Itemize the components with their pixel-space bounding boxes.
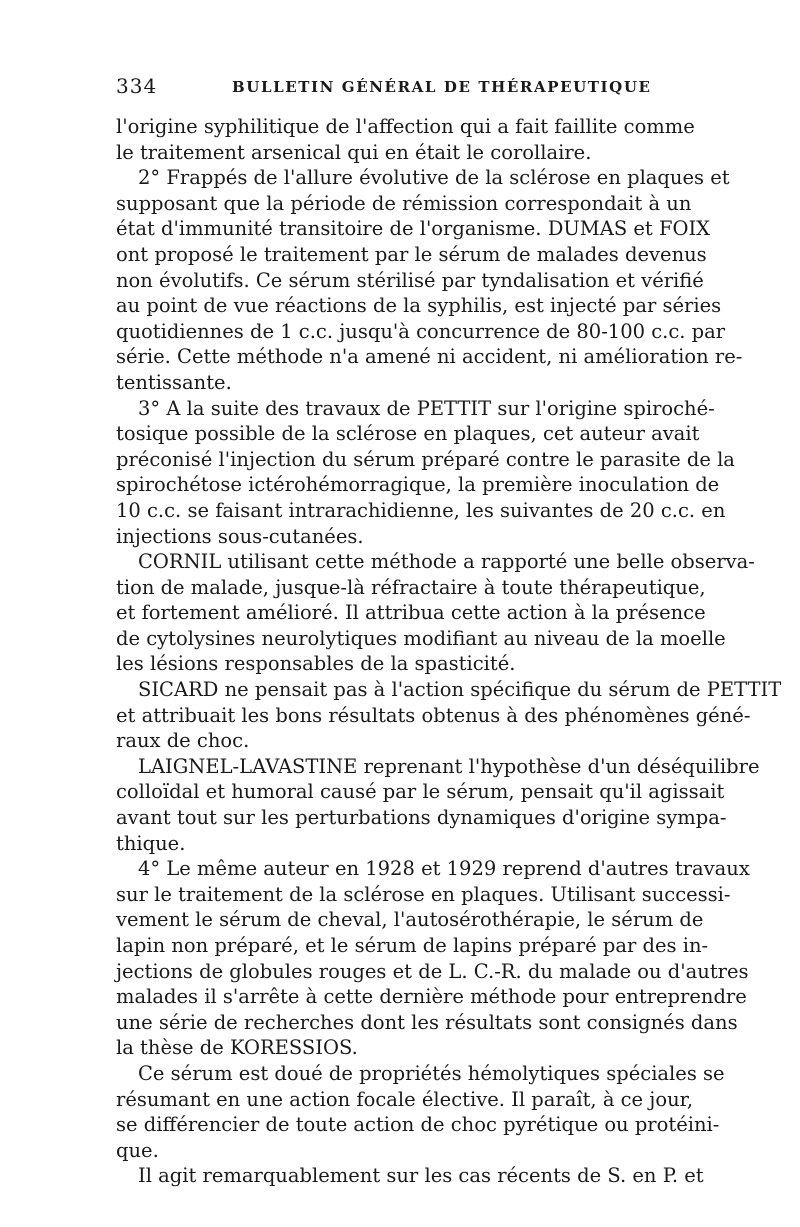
text-line: jections de globules rouges et de L. C.-R. du malade ou d'autres: [116, 959, 749, 983]
text-line: non évolutifs. Ce sérum stérilisé par tyndalisation et vérifié: [116, 268, 704, 292]
text-line: raux de choc.: [116, 729, 250, 753]
text-line: Il agit remarquablement sur les cas récents de S. en P. et: [138, 1164, 704, 1188]
text-line: vement le sérum de cheval, l'autosérothérapie, le sérum de: [116, 908, 704, 932]
text-line: et fortement amélioré. Il attribua cette action à la présence: [116, 601, 706, 625]
text-line: et attribuait les bons résultats obtenus à des phénomènes géné-: [116, 703, 751, 727]
text-line: 10 c.c. se faisant intrarachidienne, les suivantes de 20 c.c. en: [116, 498, 726, 522]
text-line: lapin non préparé, et le sérum de lapins préparé par des in-: [116, 934, 709, 957]
text-line: spirochétose ictérohémorragique, la première inoculation de: [116, 473, 720, 497]
text-line: LAIGNEL-LAVASTINE reprenant l'hypothèse d'un déséquilibre: [138, 754, 760, 778]
text-line: série. Cette méthode n'a amené ni accident, ni amélioration re-: [116, 345, 743, 369]
text-line: avant tout sur les perturbations dynamiques d'origine sympa-: [116, 806, 727, 830]
text-line: tion de malade, jusque-là réfractaire à toute thérapeutique,: [116, 575, 706, 599]
text-line: les lésions responsables de la spasticité.: [116, 652, 516, 676]
text-line: thique.: [116, 831, 186, 855]
text-line: CORNIL utilisant cette méthode a rapporté une belle observa-: [138, 550, 755, 574]
running-title: BULLETIN GÉNÉRAL DE THÉRAPEUTIQUE: [232, 78, 652, 96]
text-line: ont proposé le traitement par le sérum de malades devenus: [116, 242, 707, 266]
text-line: que.: [116, 1138, 159, 1162]
text-line: la thèse de KORESSIOS.: [116, 1036, 358, 1060]
text-line: 4° Le même auteur en 1928 et 1929 reprend d'autres travaux: [138, 857, 750, 881]
text-line: injections sous-cutanées.: [116, 524, 364, 548]
body-text: [116, 114, 782, 1189]
page-header: [116, 74, 686, 100]
text-line: état d'immunité transitoire de l'organisme. DUMAS et FOIX: [116, 217, 711, 241]
text-line: au point de vue réactions de la syphilis, est injecté par séries: [116, 294, 722, 318]
text-line: quotidiennes de 1 c.c. jusqu'à concurrence de 80-100 c.c. par: [116, 319, 726, 343]
text-line: le traitement arsenical qui en était le corollaire.: [116, 140, 592, 164]
text-line: tentissante.: [116, 370, 232, 394]
text-line: colloïdal et humoral causé par le sérum, pensait qu'il agissait: [116, 780, 725, 804]
text-line: 2° Frappés de l'allure évolutive de la sclérose en plaques et: [138, 166, 730, 190]
text-line: Ce sérum est doué de propriétés hémolytiques spéciales se: [138, 1061, 725, 1085]
text-line: une série de recherches dont les résultats sont consignés dans: [116, 1010, 738, 1034]
text-line: malades il s'arrête à cette dernière méthode pour entreprendre: [116, 985, 747, 1009]
text-line: tosique possible de la sclérose en plaques, cet auteur avait: [116, 422, 700, 446]
text-line: sur le traitement de la sclérose en plaques. Utilisant successi-: [116, 882, 731, 906]
text-line: supposant que la période de rémission correspondait à un: [116, 191, 692, 215]
page-number: 334: [116, 74, 158, 98]
text-line: se différencier de toute action de choc pyrétique ou protéini-: [116, 1113, 720, 1137]
text-line: résumant en une action focale élective. Il paraît, à ce jour,: [116, 1087, 694, 1111]
text-line: SICARD ne pensait pas à l'action spécifique du sérum de PETTIT: [138, 678, 782, 702]
text-line: 3° A la suite des travaux de PETTIT sur l'origine spiroché-: [138, 396, 715, 420]
text-line: l'origine syphilitique de l'affection qui a fait faillite comme: [116, 115, 695, 138]
text-line: de cytolysines neurolytiques modifiant au niveau de la moelle: [116, 626, 726, 650]
text-line: préconisé l'injection du sérum préparé contre le parasite de la: [116, 447, 735, 471]
